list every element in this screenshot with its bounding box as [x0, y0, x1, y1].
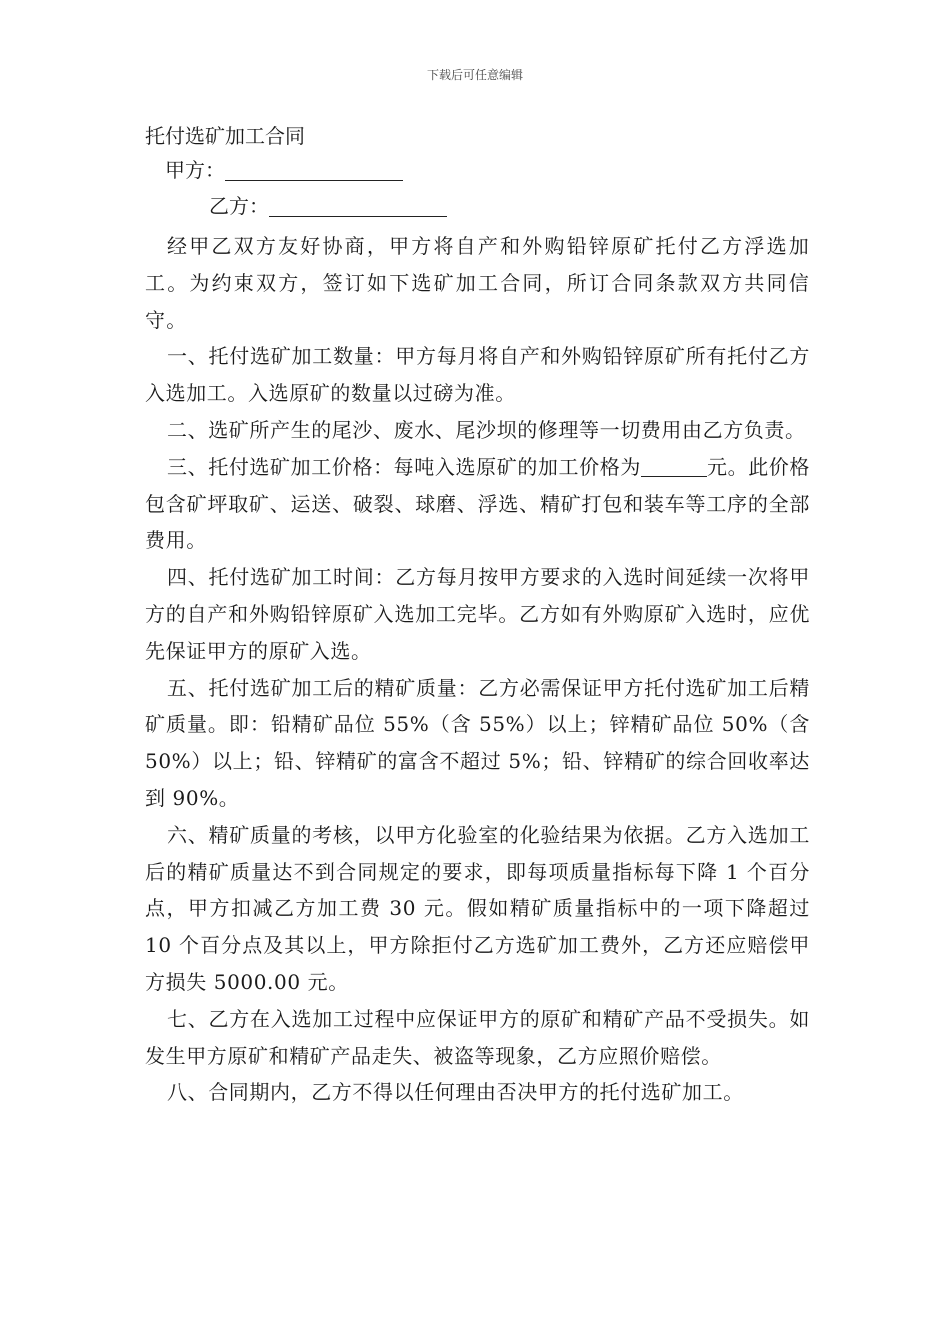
clause-8: 八、合同期内，乙方不得以任何理由否决甲方的托付选矿加工。: [167, 1080, 744, 1105]
party-a-blank: [225, 158, 403, 181]
party-b-label: 乙方：: [209, 194, 269, 218]
contract-title: 托付选矿加工合同: [145, 124, 305, 148]
price-blank: [641, 456, 707, 477]
clause-6: 六、精矿质量的考核，以甲方化验室的化验结果为依据。乙方入选加工后的精矿质量达不到合同规定的要求，即每项质量指标每下降 1 个百分点，甲方扣减乙方加工费 30 元。假如精矿质量指标中的一项下降超过 10 个百分点及其以上，甲方除拒付乙方选矿加工费外，乙方还应赔偿甲方损失 5000.00 元。: [145, 822, 810, 994]
header-note: 下载后可任意编辑: [426, 68, 523, 82]
clause-7: 七、乙方在入选加工过程中应保证甲方的原矿和精矿产品不受损失。如发生甲方原矿和精矿产品走失、被盗等现象，乙方应照价赔偿。: [145, 1006, 810, 1068]
party-a-label: 甲方：: [165, 158, 225, 182]
party-a-line: [145, 152, 810, 188]
intro-paragraph: 经甲乙双方友好协商，甲方将自产和外购铅锌原矿托付乙方浮选加工。为约束双方，签订如下选矿加工合同，所订合同条款双方共同信守。: [145, 234, 810, 332]
party-b-blank: [269, 194, 447, 217]
clause-1: 一、托付选矿加工数量：甲方每月将自产和外购铅锌原矿所有托付乙方入选加工。入选原矿的数量以过磅为准。: [145, 344, 810, 406]
party-b-line: [145, 188, 810, 224]
clause-3-text-a: 三、托付选矿加工价格：每吨入选原矿的加工价格为: [167, 454, 641, 479]
clause-4: 四、托付选矿加工时间：乙方每月按甲方要求的入选时间延续一次将甲方的自产和外购铅锌原矿入选加工完毕。乙方如有外购原矿入选时，应优先保证甲方的原矿入选。: [145, 565, 810, 663]
clause-3: [145, 449, 810, 559]
contract-body: [145, 120, 810, 1111]
clause-5: 五、托付选矿加工后的精矿质量：乙方必需保证甲方托付选矿加工后精矿质量。即：铅精矿品位 55%（含 55%）以上；锌精矿品位 50%（含 50%）以上；铅、锌精矿的富含不超过 5%；铅、锌精矿的综合回收率达到 90%。: [145, 675, 810, 810]
clause-2: 二、选矿所产生的尾沙、废水、尾沙坝的修理等一切费用由乙方负责。: [167, 417, 806, 442]
clause-3-text-b: 元。此价格包含矿坪取矿、运送、破裂、球磨、浮选、精矿打包和装车等工序的全部费用。: [145, 454, 811, 553]
